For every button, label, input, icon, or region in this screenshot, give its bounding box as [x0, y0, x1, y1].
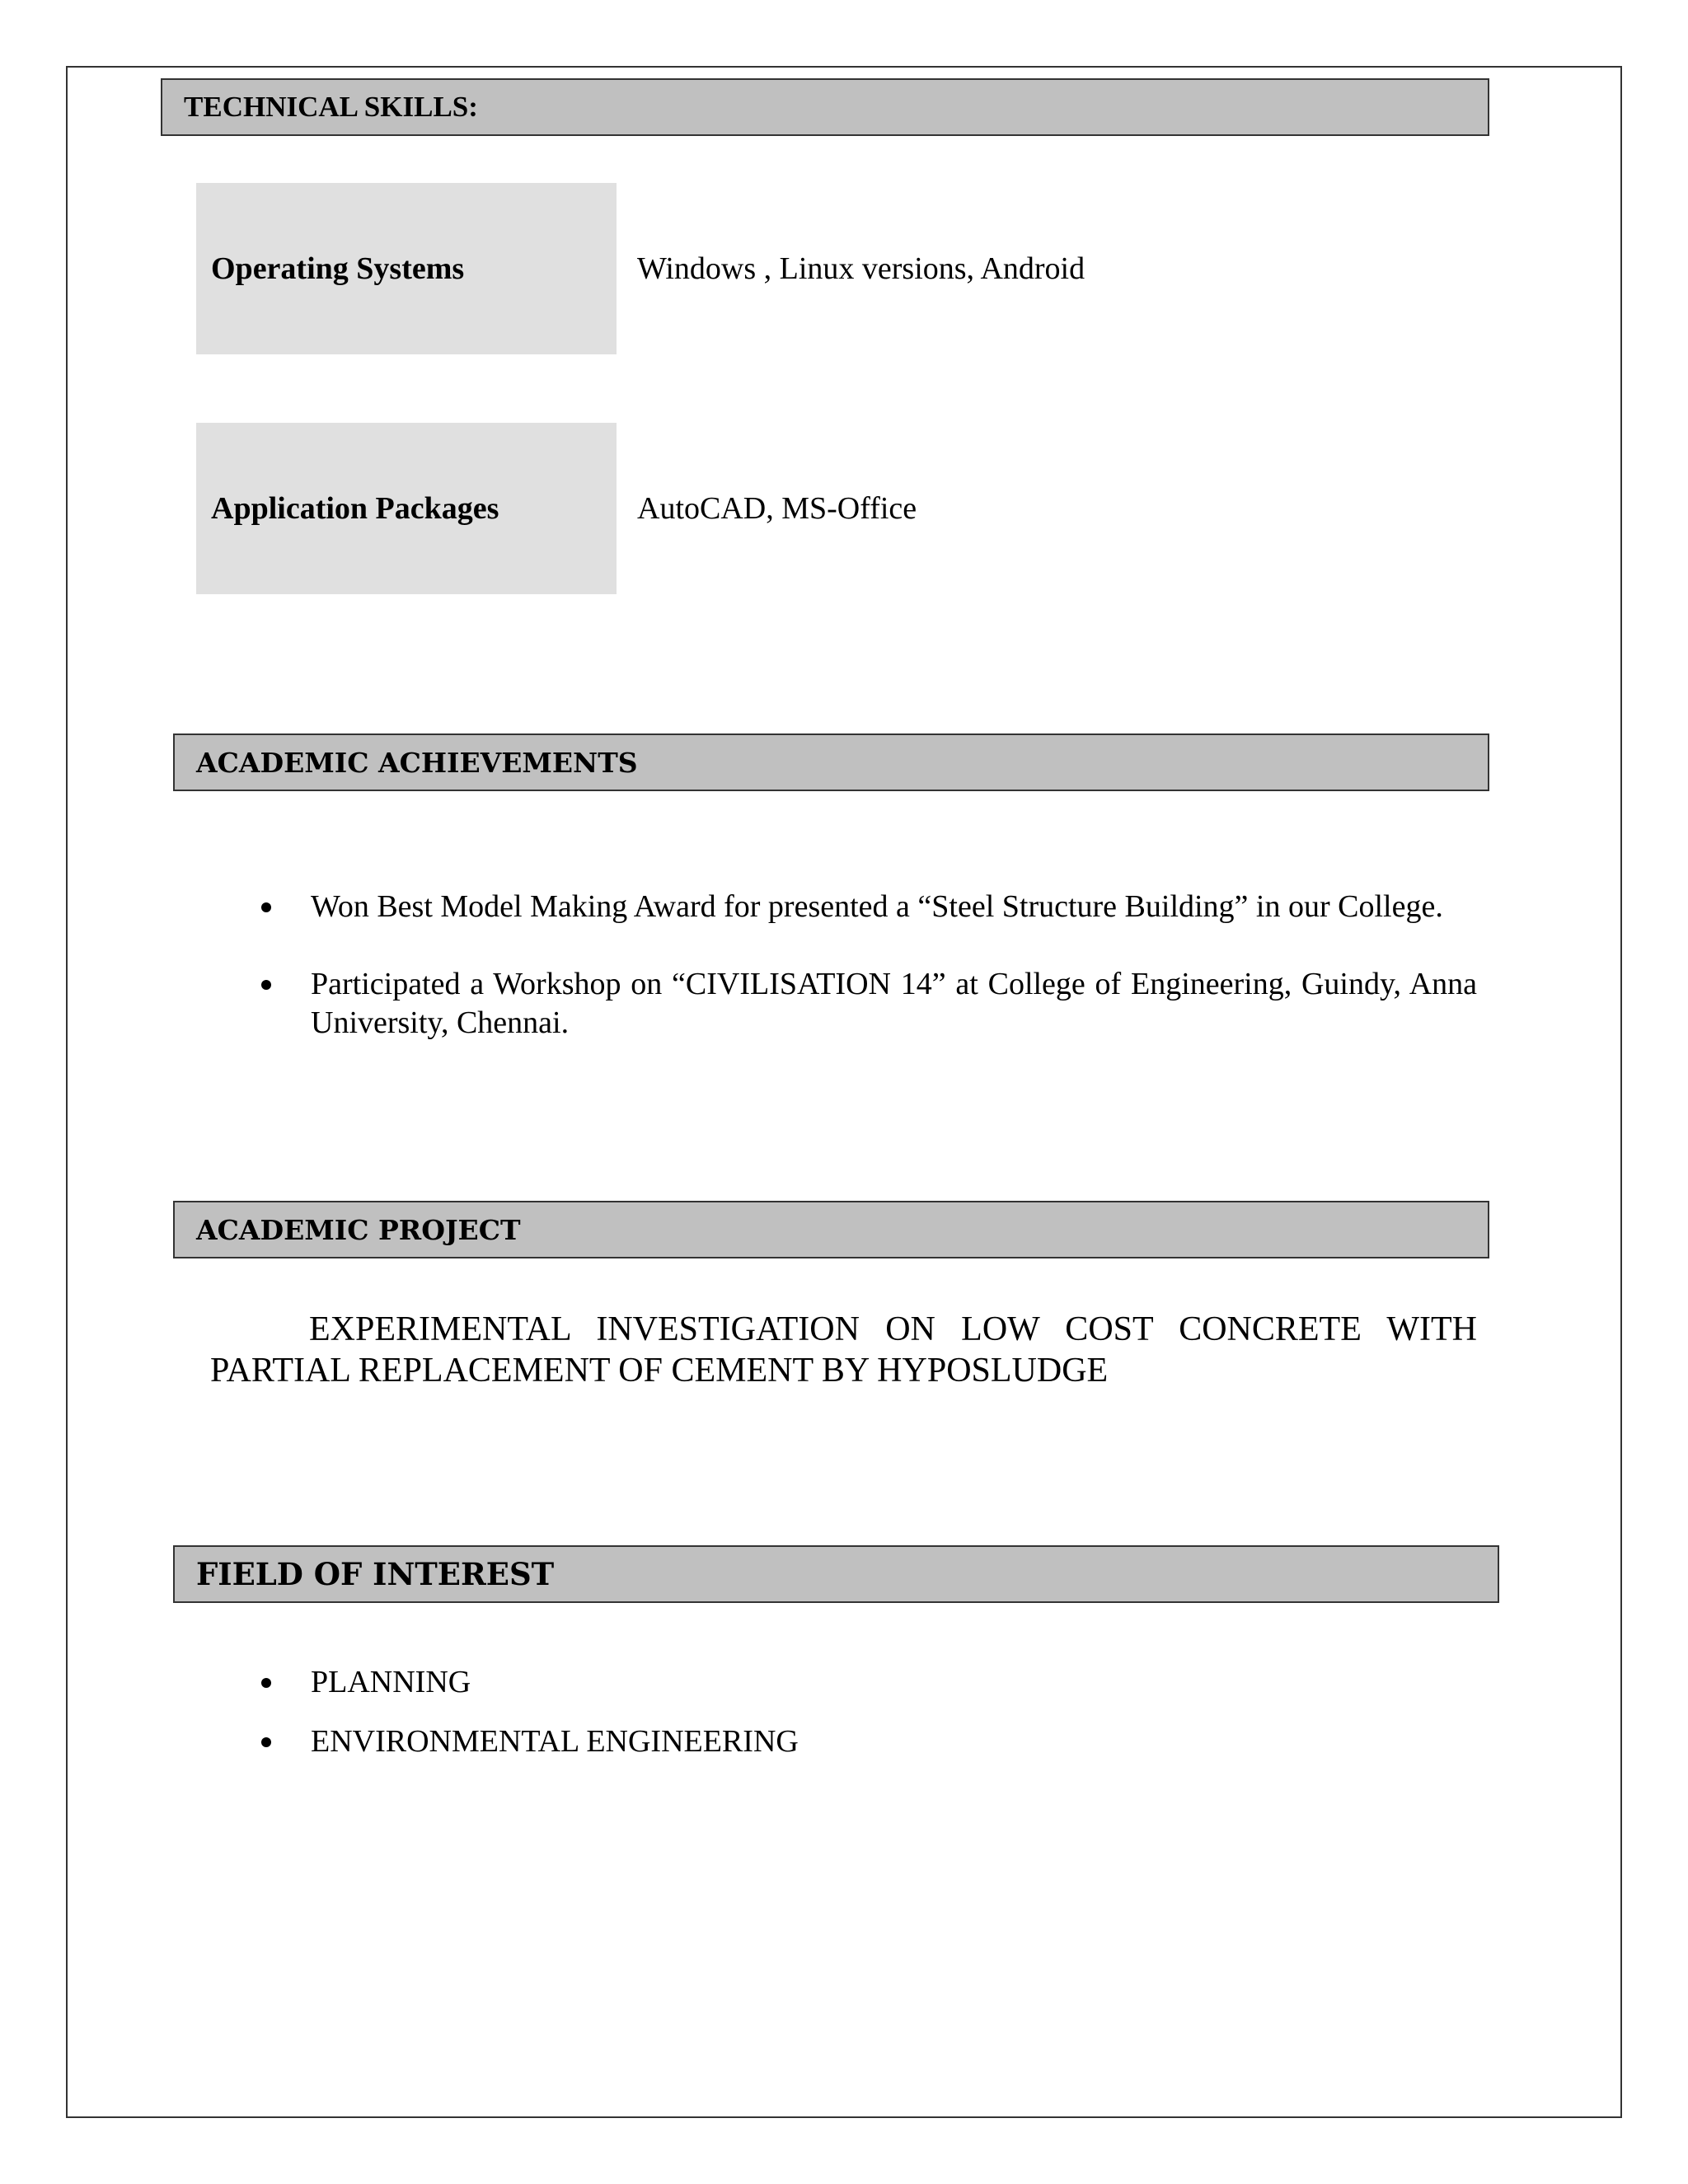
bullet-icon — [261, 980, 271, 990]
achievement-text: Won Best Model Making Award for presented a “Steel Structure Building” in our College. — [311, 889, 1443, 924]
section-header-technical-skills — [161, 78, 1489, 136]
list-item — [261, 965, 1477, 1043]
skill-value: AutoCAD, MS-Office — [637, 491, 917, 526]
interest-text: PLANNING — [311, 1665, 471, 1699]
skill-value: Windows , Linux versions, Android — [637, 251, 1085, 286]
section-header-academic-project — [173, 1201, 1489, 1258]
bullet-icon — [261, 1737, 271, 1747]
skill-label: Application Packages — [196, 423, 617, 594]
achievement-text: Participated a Workshop on “CIVILISATION 14” at College of Engineering, Guindy, Anna University, Chennai. — [311, 967, 1477, 1040]
list-item — [261, 1663, 1415, 1702]
section-title: TECHNICAL SKILLS: — [184, 91, 478, 123]
bullet-icon — [261, 1678, 271, 1688]
section-title: FIELD OF INTEREST — [196, 1556, 555, 1592]
skill-row-operating-systems — [196, 183, 1482, 354]
bullet-icon — [261, 902, 271, 912]
skill-label: Operating Systems — [196, 183, 617, 354]
section-title: ACADEMIC PROJECT — [196, 1213, 521, 1246]
project-title: EXPERIMENTAL INVESTIGATION ON LOW COST CONCRETE WITH PARTIAL REPLACEMENT OF CEMENT BY HYPOSLUDGE — [210, 1310, 1477, 1390]
section-header-academic-achievements — [173, 733, 1489, 791]
section-header-field-of-interest — [173, 1545, 1499, 1603]
skill-row-application-packages — [196, 423, 1482, 594]
list-item — [261, 1722, 1415, 1761]
section-title: ACADEMIC ACHIEVEMENTS — [196, 746, 638, 779]
list-item — [261, 888, 1477, 926]
interest-text: ENVIRONMENTAL ENGINEERING — [311, 1724, 799, 1759]
interest-list — [261, 1663, 1415, 1782]
page-border — [66, 66, 1622, 2118]
achievements-list — [261, 888, 1477, 1043]
